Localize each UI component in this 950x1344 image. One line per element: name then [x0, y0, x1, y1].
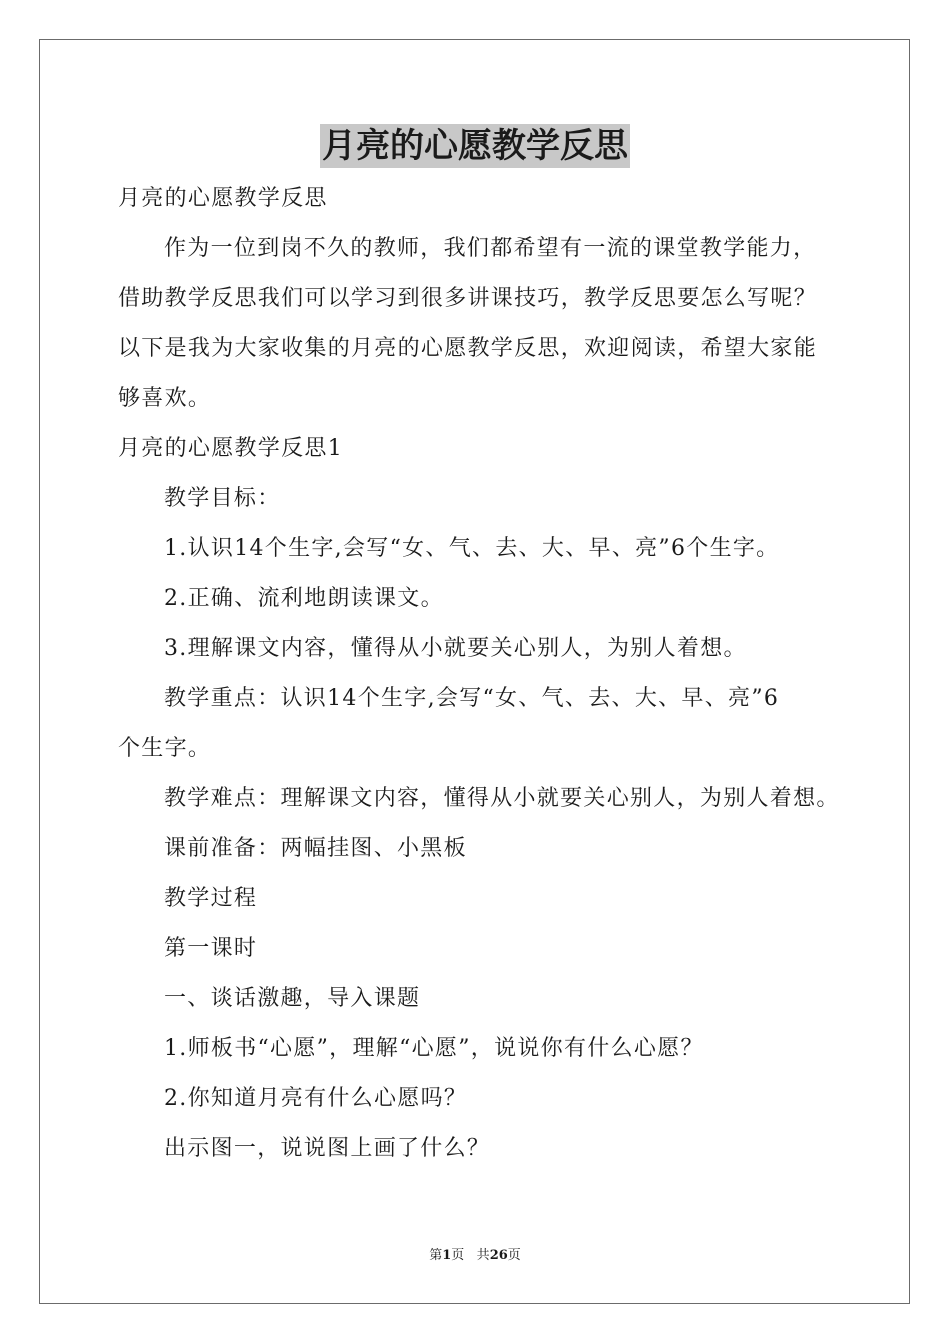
body-line-11: 教学重点：认识14个生字,会写“女、气、去、大、早、亮”6	[164, 686, 780, 711]
body-line-16: 第一课时	[164, 936, 258, 961]
body-line-10: 3.理解课文内容，懂得从小就要关心别人，为别人着想。	[164, 636, 747, 661]
body-line-18: 1.师板书“心愿”，理解“心愿”，说说你有什么心愿？	[164, 1036, 704, 1061]
body-line-4: 以下是我为大家收集的月亮的心愿教学反思，欢迎阅读，希望大家能	[118, 336, 818, 361]
page-footer	[0, 1247, 950, 1265]
body-line-12: 个生字。	[118, 736, 212, 761]
body-line-19: 2.你知道月亮有什么心愿吗？	[164, 1086, 468, 1111]
title-wrap	[0, 124, 950, 168]
body-line-1: 月亮的心愿教学反思	[118, 186, 328, 211]
body-line-14: 课前准备：两幅挂图、小黑板	[164, 836, 467, 861]
body-line-20: 出示图一，说说图上画了什么？	[164, 1136, 491, 1161]
body-line-5: 够喜欢。	[118, 386, 212, 411]
footer-page-suffix: 页	[451, 1248, 465, 1263]
footer-total-prefix: 共	[476, 1248, 490, 1263]
section-heading-1: 月亮的心愿教学反思1	[118, 436, 343, 461]
body-line-17: 一、谈话激趣，导入课题	[164, 986, 421, 1011]
body-line-13: 教学难点：理解课文内容，懂得从小就要关心别人，为别人着想。	[164, 786, 840, 811]
body-line-8: 1.认识14个生字,会写“女、气、去、大、早、亮”6个生字。	[164, 536, 780, 561]
body-line-2: 作为一位到岗不久的教师，我们都希望有一流的课堂教学能力，	[164, 236, 817, 261]
footer-total-suffix: 页	[507, 1248, 521, 1263]
body-line-15: 教学过程	[164, 886, 258, 911]
footer-page-prefix: 第	[429, 1248, 443, 1263]
body-line-9: 2.正确、流利地朗读课文。	[164, 586, 444, 611]
footer-page-number: 1	[442, 1248, 452, 1263]
page-border	[39, 39, 910, 1304]
document-title: 月亮的心愿教学反思	[322, 126, 628, 166]
footer-total-pages: 26	[489, 1248, 508, 1263]
body-line-7: 教学目标：	[164, 486, 281, 511]
body-line-3: 借助教学反思我们可以学习到很多讲课技巧，教学反思要怎么写呢？	[118, 286, 818, 311]
